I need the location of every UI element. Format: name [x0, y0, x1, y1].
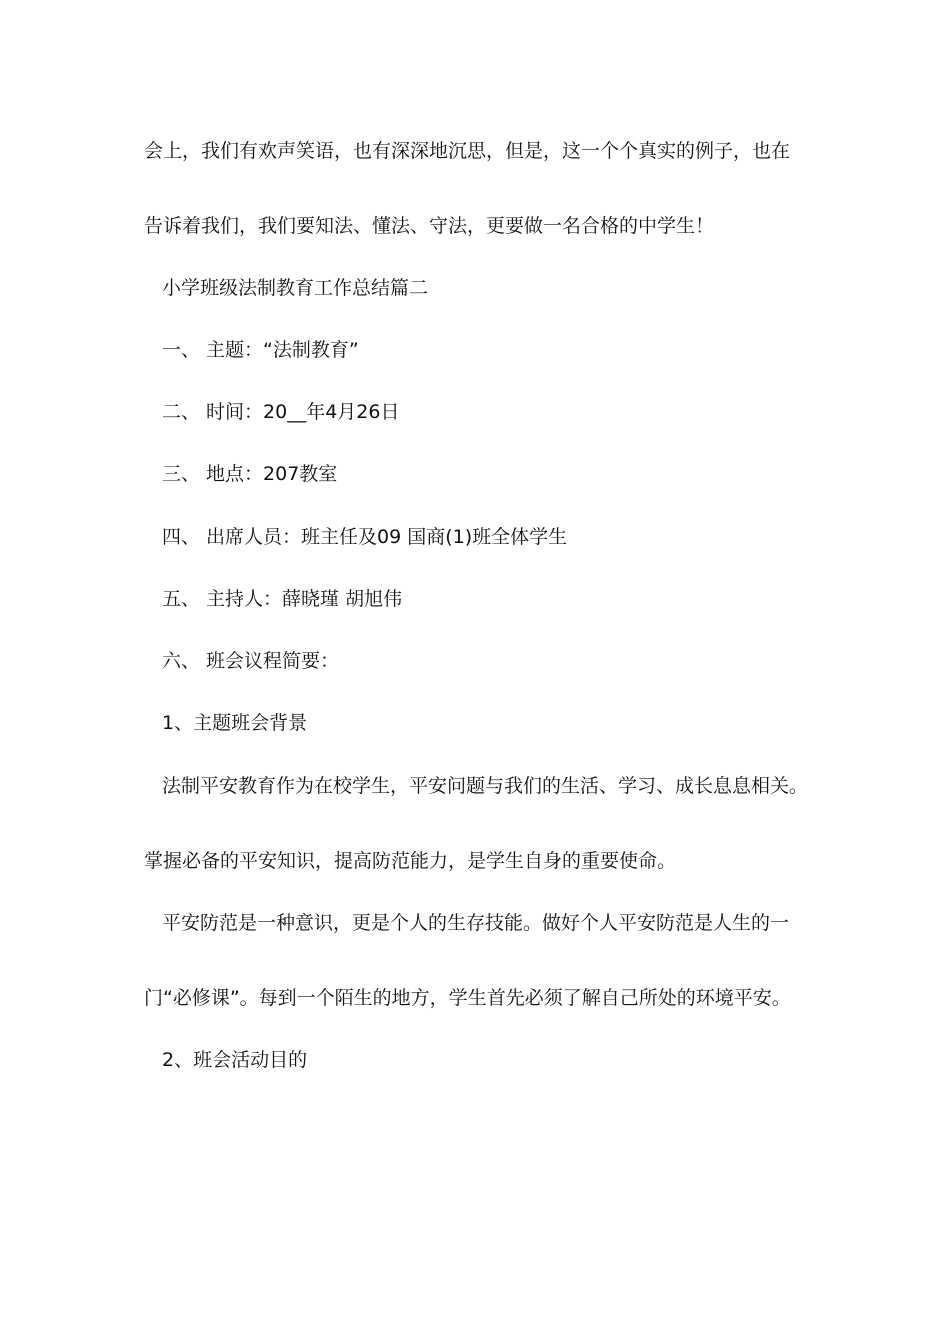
list-item-attendees: 四、 出席人员：班主任及09 国商(1)班全体学生	[162, 526, 568, 548]
list-item-agenda: 六、 班会议程简要：	[162, 650, 340, 672]
list-item-location: 三、 地点：207教室	[162, 463, 338, 485]
section-title: 小学班级法制教育工作总结篇二	[162, 277, 429, 299]
subheading-background: 1、主题班会背景	[162, 712, 308, 734]
paragraph-line: 门“必修课”。每到一个陌生的地方，学生首先必须了解自己所处的环境平安。	[144, 987, 791, 1009]
paragraph-line: 掌握必备的平安知识，提高防范能力，是学生自身的重要使命。	[144, 850, 677, 872]
paragraph-line: 会上，我们有欢声笑语，也有深深地沉思，但是，这一个个真实的例子，也在	[144, 140, 791, 162]
paragraph-line: 告诉着我们，我们要知法、懂法、守法，更要做一名合格的中学生！	[144, 215, 715, 237]
list-item-hosts: 五、 主持人：薛晓瑾 胡旭伟	[162, 588, 403, 610]
subheading-purpose: 2、班会活动目的	[162, 1049, 308, 1071]
list-item-time: 二、 时间：20__年4月26日	[162, 401, 400, 423]
list-item-theme: 一、 主题：“法制教育”	[162, 339, 359, 361]
paragraph-line: 法制平安教育作为在校学生，平安问题与我们的生活、学习、成长息息相关。	[162, 775, 809, 797]
paragraph-line: 平安防范是一种意识，更是个人的生存技能。做好个人平安防范是人生的一	[162, 912, 790, 934]
